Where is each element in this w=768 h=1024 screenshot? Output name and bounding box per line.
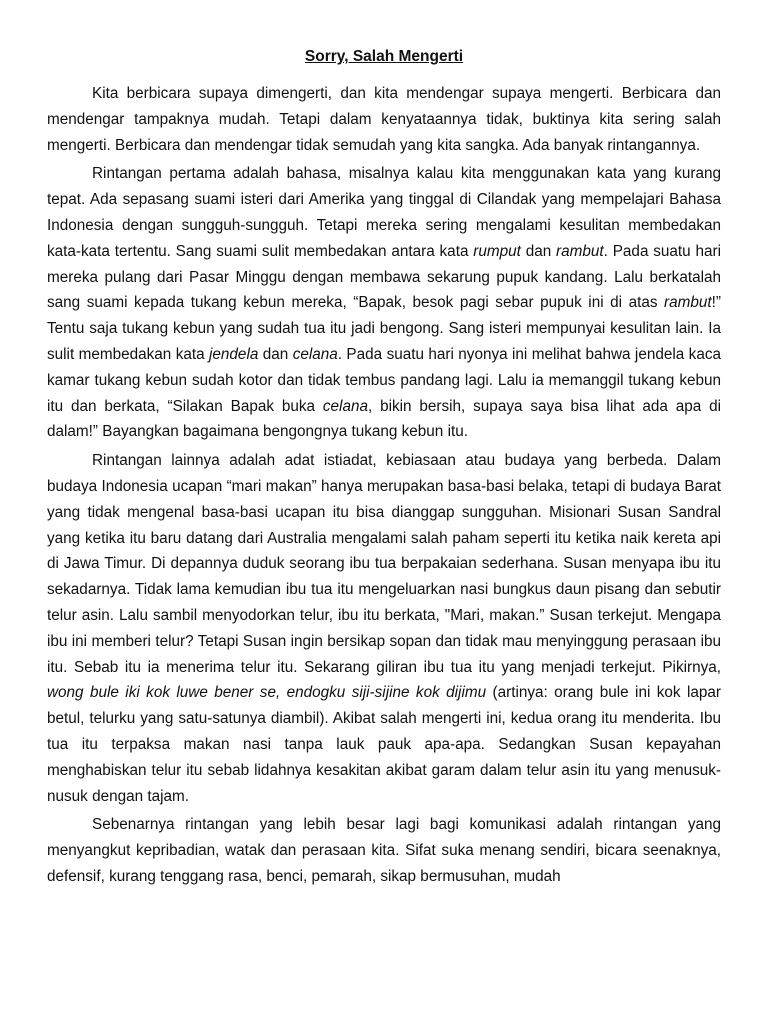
italic-text: jendela <box>209 345 259 363</box>
italic-text: rambut <box>556 242 604 260</box>
document-body <box>47 81 721 890</box>
paragraph-4 <box>47 812 721 889</box>
text-segment: , bikin bersih, supaya saya bisa lihat ada apa di dalam!” Bayangkan bagaimana bengongnya tukang kebun itu. <box>47 397 721 441</box>
text-segment: . Pada suatu hari nyonya ini melihat bahwa jendela kaca kamar tukang kebun sudah kotor dan tidak tembus pandang lagi. Lalu ia memanggil tukang kebun itu dan berkata, “Silakan Bapak buka <box>47 345 721 415</box>
italic-text: wong bule iki kok luwe bener se, endogku siji-sijine kok dijimu <box>47 684 487 702</box>
paragraph-2 <box>47 161 721 445</box>
text-segment: Sebenarnya rintangan yang lebih besar lagi bagi komunikasi adalah rintangan yang menyangkut kepribadian, watak dan perasaan kita. Sifat suka menang sendiri, bicara seenaknya, defensif, kurang tenggang rasa, benci, pemarah, sikap bermusuhan, mudah <box>47 816 721 885</box>
text-segment: !” Tentu saja tukang kebun yang sudah tua itu jadi bengong. Sang isteri mempunyai kesulitan lain. Ia sulit membedakan kata <box>47 294 721 363</box>
italic-text: celana <box>292 345 338 363</box>
text-segment: dan <box>258 345 293 363</box>
italic-text: rambut <box>664 294 712 312</box>
text-segment: Rintangan pertama adalah bahasa, misalnya kalau kita menggunakan kata yang kurang tepat. Ada sepasang suami isteri dari Amerika yang tinggal di Cilandak yang mempelajari Bahasa Indonesia dengan sungguh-sungguh. Tetapi mereka sering mengalami kesulitan membedakan kata-kata tertentu. Sang suami sulit membedakan antara kata <box>47 165 721 260</box>
text-segment: . Pada suatu hari mereka pulang dari Pasar Minggu dengan membawa sekarung pupuk kandang. Lalu berkatalah sang suami kepada tukang kebun mereka, “Bapak, besok pagi sebar pupuk ini di atas <box>47 242 722 312</box>
document-title: Sorry, Salah Mengerti <box>304 48 464 65</box>
text-segment: dan <box>520 242 557 260</box>
italic-text: rumput <box>473 242 521 260</box>
text-segment: Rintangan lainnya adalah adat istiadat, kebiasaan atau budaya yang berbeda. Dalam budaya Indonesia ucapan “mari makan” hanya merupakan basa-basi belaka, tetapi di budaya Barat yang tidak mengenal basa-basi ucapan itu bisa dianggap sungguhan. Misionari Susan Sandral yang ketika itu baru datang dari Australia mengalami salah paham seperti itu ketika naik kereta api di Jawa Timur. Di depannya duduk seorang ibu tua berpakaian sederhana. Susan menyapa ibu itu sekadarnya. Tidak lama kemudian ibu tua itu mengeluarkan nasi bungkus daun pisang dan sebutir telur asin. Lalu sambil menyodorkan telur, ibu itu berkata, "Mari, makan.” Susan terkejut. Mengapa ibu ini memberi telur? Tetapi Susan ingin bersikap sopan dan tidak mau menyinggung perasaan ibu itu. Sebab itu ia menerima telur itu. Sekarang giliran ibu tua itu yang menjadi terkejut. Pikirnya, <box>47 452 721 676</box>
paragraph-3 <box>47 448 721 809</box>
italic-text: celana <box>322 397 368 415</box>
text-segment: (artinya: orang bule ini kok lapar betul, telurku yang satu-satunya diambil). Akibat salah mengerti ini, kedua orang itu menderita. Ibu tua itu terpaksa makan nasi tanpa lauk pauk apa-apa. Sedangkan Susan kepayahan menghabiskan telur itu sebab lidahnya kesakitan akibat garam dalam telur asin itu yang menusuk-nusuk dengan tajam. <box>47 684 721 805</box>
text-segment: Kita berbicara supaya dimengerti, dan kita mendengar supaya mengerti. Berbicara dan mendengar tampaknya mudah. Tetapi dalam kenyataannya tidak, buktinya kita sering salah mengerti. Berbicara dan mendengar tidak semudah yang kita sangka. Ada banyak rintangannya. <box>47 85 721 154</box>
paragraph-1 <box>47 81 721 158</box>
